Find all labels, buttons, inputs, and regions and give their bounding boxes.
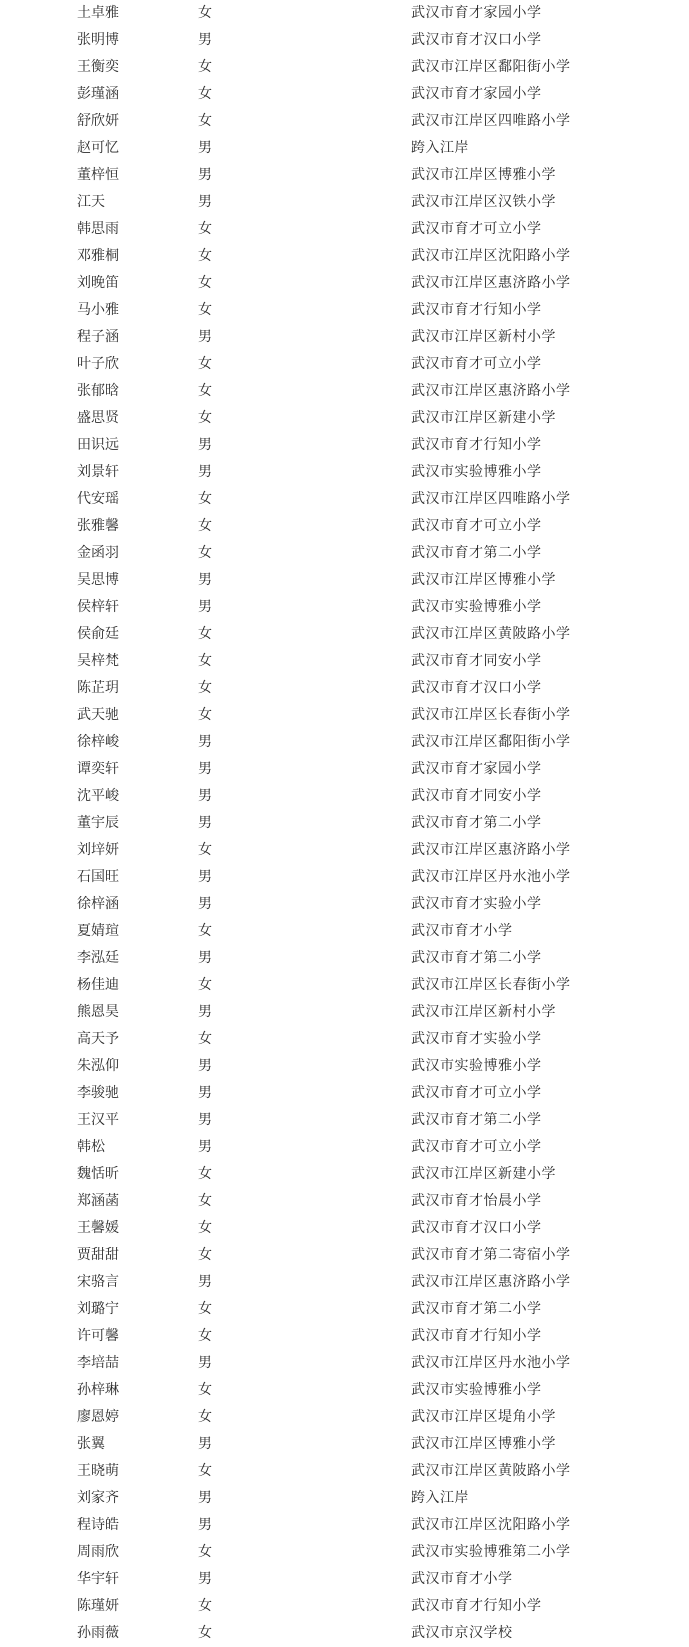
list-row — [0, 1188, 689, 1215]
list-row — [0, 756, 689, 783]
student-school: 武汉市育才第二寄宿小学 — [411, 1247, 571, 1263]
student-name: 刘晚笛 — [77, 275, 119, 291]
list-row — [0, 486, 689, 513]
student-gender: 男 — [198, 140, 212, 156]
student-name: 舒欣妍 — [77, 113, 119, 129]
student-school: 武汉市江岸区汉铁小学 — [411, 194, 556, 210]
list-row — [0, 891, 689, 918]
list-row — [0, 216, 689, 243]
student-name: 吴梓梵 — [77, 653, 119, 669]
student-gender: 女 — [198, 1247, 212, 1263]
list-row — [0, 918, 689, 945]
student-name: 田识远 — [77, 437, 119, 453]
student-school: 武汉市京汉学校 — [411, 1625, 513, 1641]
student-school: 武汉市育才可立小学 — [411, 221, 542, 237]
student-school: 武汉市育才家园小学 — [411, 761, 542, 777]
student-gender: 男 — [198, 1058, 212, 1074]
student-gender: 男 — [198, 1139, 212, 1155]
student-school: 武汉市育才行知小学 — [411, 302, 542, 318]
list-row — [0, 162, 689, 189]
list-row — [0, 675, 689, 702]
student-name: 陈芷玥 — [77, 680, 119, 696]
list-row — [0, 1539, 689, 1566]
student-school: 武汉市育才可立小学 — [411, 1085, 542, 1101]
student-gender: 女 — [198, 518, 212, 534]
student-gender: 女 — [198, 491, 212, 507]
student-name: 孙雨薇 — [77, 1625, 119, 1641]
student-gender: 男 — [198, 1517, 212, 1533]
student-name: 徐梓涵 — [77, 896, 119, 912]
list-row — [0, 1620, 689, 1647]
student-gender: 男 — [198, 572, 212, 588]
student-school: 武汉市江岸区黄陂路小学 — [411, 1463, 571, 1479]
student-school: 武汉市育才第二小学 — [411, 1112, 542, 1128]
student-gender: 女 — [198, 86, 212, 102]
list-row — [0, 1053, 689, 1080]
student-gender: 男 — [198, 1571, 212, 1587]
list-row — [0, 297, 689, 324]
student-school: 武汉市江岸区新建小学 — [411, 1166, 556, 1182]
student-school: 武汉市育才同安小学 — [411, 653, 542, 669]
student-school: 武汉市江岸区丹水池小学 — [411, 869, 571, 885]
list-row — [0, 378, 689, 405]
list-row — [0, 270, 689, 297]
student-school: 武汉市育才第二小学 — [411, 545, 542, 561]
list-row — [0, 243, 689, 270]
list-row — [0, 1350, 689, 1377]
student-name: 孙梓琳 — [77, 1382, 119, 1398]
student-school: 武汉市育才行知小学 — [411, 437, 542, 453]
student-gender: 男 — [198, 950, 212, 966]
student-name: 郑涵菡 — [77, 1193, 119, 1209]
student-school: 武汉市江岸区惠济路小学 — [411, 842, 571, 858]
student-gender: 男 — [198, 896, 212, 912]
student-school: 武汉市育才行知小学 — [411, 1328, 542, 1344]
student-name: 董梓恒 — [77, 167, 119, 183]
student-name: 武天驰 — [77, 707, 119, 723]
student-gender: 女 — [198, 1328, 212, 1344]
student-school: 武汉市育才小学 — [411, 1571, 513, 1587]
student-name: 刘垶妍 — [77, 842, 119, 858]
student-gender: 女 — [198, 302, 212, 318]
student-gender: 男 — [198, 1274, 212, 1290]
list-row — [0, 783, 689, 810]
student-name: 马小雅 — [77, 302, 119, 318]
student-gender: 女 — [198, 275, 212, 291]
student-gender: 男 — [198, 329, 212, 345]
student-name: 叶子欣 — [77, 356, 119, 372]
student-school: 武汉市育才可立小学 — [411, 518, 542, 534]
student-gender: 女 — [198, 842, 212, 858]
student-name: 程子涵 — [77, 329, 119, 345]
student-name: 彭瑾涵 — [77, 86, 119, 102]
student-school: 武汉市江岸区丹水池小学 — [411, 1355, 571, 1371]
student-name: 张雅馨 — [77, 518, 119, 534]
student-name: 李骏驰 — [77, 1085, 119, 1101]
student-school: 武汉市江岸区新村小学 — [411, 1004, 556, 1020]
student-gender: 女 — [198, 977, 212, 993]
student-gender: 女 — [198, 545, 212, 561]
list-row — [0, 729, 689, 756]
student-school: 武汉市江岸区新村小学 — [411, 329, 556, 345]
student-school: 武汉市育才小学 — [411, 923, 513, 939]
list-row — [0, 351, 689, 378]
student-school: 武汉市江岸区沈阳路小学 — [411, 1517, 571, 1533]
list-row — [0, 1431, 689, 1458]
student-gender: 男 — [198, 464, 212, 480]
list-row — [0, 135, 689, 162]
student-name: 徐梓峻 — [77, 734, 119, 750]
student-school: 武汉市育才怡晨小学 — [411, 1193, 542, 1209]
list-row — [0, 1107, 689, 1134]
list-row — [0, 621, 689, 648]
student-gender: 女 — [198, 383, 212, 399]
list-row — [0, 1593, 689, 1620]
student-gender: 女 — [198, 1382, 212, 1398]
student-school: 武汉市育才汉口小学 — [411, 1220, 542, 1236]
student-school: 武汉市江岸区堤角小学 — [411, 1409, 556, 1425]
student-school: 武汉市实验博雅小学 — [411, 1058, 542, 1074]
student-gender: 女 — [198, 923, 212, 939]
list-row — [0, 999, 689, 1026]
student-gender: 女 — [198, 410, 212, 426]
student-name: 王衡奕 — [77, 59, 119, 75]
student-gender: 女 — [198, 626, 212, 642]
student-gender: 男 — [198, 1355, 212, 1371]
student-school: 武汉市育才家园小学 — [411, 5, 542, 21]
list-row — [0, 810, 689, 837]
student-gender: 男 — [198, 761, 212, 777]
student-name: 许可馨 — [77, 1328, 119, 1344]
student-name: 盛思贤 — [77, 410, 119, 426]
list-row — [0, 1458, 689, 1485]
student-gender: 男 — [198, 194, 212, 210]
student-school: 武汉市江岸区博雅小学 — [411, 1436, 556, 1452]
student-school: 武汉市育才第二小学 — [411, 950, 542, 966]
student-school: 武汉市育才可立小学 — [411, 356, 542, 372]
student-gender: 男 — [198, 815, 212, 831]
student-name: 代安瑶 — [77, 491, 119, 507]
student-school: 武汉市江岸区惠济路小学 — [411, 1274, 571, 1290]
list-row — [0, 972, 689, 999]
list-row — [0, 0, 689, 27]
list-row — [0, 837, 689, 864]
student-school: 武汉市江岸区新建小学 — [411, 410, 556, 426]
student-name: 熊恩昊 — [77, 1004, 119, 1020]
student-school: 武汉市江岸区长春街小学 — [411, 977, 571, 993]
student-name: 李培喆 — [77, 1355, 119, 1371]
student-gender: 女 — [198, 1031, 212, 1047]
student-name: 张郁晗 — [77, 383, 119, 399]
list-row — [0, 594, 689, 621]
list-row — [0, 81, 689, 108]
list-row — [0, 189, 689, 216]
student-gender: 男 — [198, 1085, 212, 1101]
list-row — [0, 1269, 689, 1296]
student-school: 武汉市育才同安小学 — [411, 788, 542, 804]
student-gender: 女 — [198, 1598, 212, 1614]
student-name: 王晓萌 — [77, 1463, 119, 1479]
list-row — [0, 648, 689, 675]
student-name: 金函羽 — [77, 545, 119, 561]
student-name: 宋骆言 — [77, 1274, 119, 1290]
list-row — [0, 1512, 689, 1539]
list-row — [0, 1296, 689, 1323]
student-school: 武汉市育才实验小学 — [411, 896, 542, 912]
student-name: 侯俞廷 — [77, 626, 119, 642]
student-name: 刘璐宁 — [77, 1301, 119, 1317]
student-school: 武汉市江岸区黄陂路小学 — [411, 626, 571, 642]
student-gender: 女 — [198, 113, 212, 129]
list-row — [0, 513, 689, 540]
student-name: 谭奕轩 — [77, 761, 119, 777]
student-gender: 女 — [198, 1463, 212, 1479]
student-school: 武汉市实验博雅小学 — [411, 1382, 542, 1398]
list-row — [0, 459, 689, 486]
list-row — [0, 1215, 689, 1242]
student-name: 侯梓轩 — [77, 599, 119, 615]
student-school: 武汉市育才行知小学 — [411, 1598, 542, 1614]
list-row — [0, 405, 689, 432]
student-name: 吴思博 — [77, 572, 119, 588]
student-gender: 女 — [198, 1166, 212, 1182]
student-school: 跨入江岸 — [411, 140, 469, 156]
student-gender: 男 — [198, 734, 212, 750]
student-gender: 女 — [198, 248, 212, 264]
student-gender: 男 — [198, 1112, 212, 1128]
student-school: 武汉市江岸区沈阳路小学 — [411, 248, 571, 264]
student-name: 江天 — [77, 194, 105, 210]
student-school: 武汉市育才实验小学 — [411, 1031, 542, 1047]
student-gender: 女 — [198, 1301, 212, 1317]
student-gender: 女 — [198, 1193, 212, 1209]
list-row — [0, 432, 689, 459]
student-school: 武汉市实验博雅小学 — [411, 464, 542, 480]
student-name: 高天予 — [77, 1031, 119, 1047]
student-name: 夏婧瑄 — [77, 923, 119, 939]
student-name: 刘景轩 — [77, 464, 119, 480]
student-name: 杨佳迪 — [77, 977, 119, 993]
student-name: 赵可忆 — [77, 140, 119, 156]
list-row — [0, 324, 689, 351]
student-name: 石国旺 — [77, 869, 119, 885]
student-name: 张翼 — [77, 1436, 105, 1452]
student-school: 武汉市江岸区鄱阳街小学 — [411, 59, 571, 75]
list-row — [0, 945, 689, 972]
student-gender: 女 — [198, 653, 212, 669]
student-gender: 男 — [198, 167, 212, 183]
student-school: 武汉市江岸区四唯路小学 — [411, 113, 571, 129]
list-row — [0, 540, 689, 567]
student-name: 朱泓仰 — [77, 1058, 119, 1074]
student-name: 董宇辰 — [77, 815, 119, 831]
student-gender: 女 — [198, 59, 212, 75]
list-row — [0, 1161, 689, 1188]
student-name: 邓雅桐 — [77, 248, 119, 264]
student-gender: 女 — [198, 356, 212, 372]
student-school: 武汉市江岸区鄱阳街小学 — [411, 734, 571, 750]
student-school: 武汉市江岸区四唯路小学 — [411, 491, 571, 507]
student-school: 武汉市育才第二小学 — [411, 815, 542, 831]
student-gender: 男 — [198, 1490, 212, 1506]
student-name: 贾甜甜 — [77, 1247, 119, 1263]
student-school: 武汉市实验博雅第二小学 — [411, 1544, 571, 1560]
student-school: 武汉市育才可立小学 — [411, 1139, 542, 1155]
list-row — [0, 567, 689, 594]
student-school: 武汉市育才汉口小学 — [411, 32, 542, 48]
student-name: 韩松 — [77, 1139, 105, 1155]
student-name: 土卓雅 — [77, 5, 119, 21]
student-gender: 男 — [198, 869, 212, 885]
student-name: 魏恬昕 — [77, 1166, 119, 1182]
list-row — [0, 1134, 689, 1161]
student-name: 沈平峻 — [77, 788, 119, 804]
list-row — [0, 27, 689, 54]
student-name: 刘家齐 — [77, 1490, 119, 1506]
student-school: 武汉市江岸区惠济路小学 — [411, 275, 571, 291]
list-row — [0, 864, 689, 891]
student-name: 王馨媛 — [77, 1220, 119, 1236]
student-name: 陈瑾妍 — [77, 1598, 119, 1614]
student-name: 张明博 — [77, 32, 119, 48]
student-gender: 女 — [198, 5, 212, 21]
student-gender: 男 — [198, 32, 212, 48]
student-gender: 男 — [198, 1436, 212, 1452]
list-row — [0, 1026, 689, 1053]
student-school: 跨入江岸 — [411, 1490, 469, 1506]
student-name: 华宇轩 — [77, 1571, 119, 1587]
student-school: 武汉市育才汉口小学 — [411, 680, 542, 696]
student-gender: 男 — [198, 599, 212, 615]
list-row — [0, 702, 689, 729]
list-row — [0, 108, 689, 135]
student-school: 武汉市江岸区惠济路小学 — [411, 383, 571, 399]
student-name: 王汉平 — [77, 1112, 119, 1128]
student-name: 李泓廷 — [77, 950, 119, 966]
student-school: 武汉市育才第二小学 — [411, 1301, 542, 1317]
student-gender: 男 — [198, 788, 212, 804]
student-school: 武汉市江岸区博雅小学 — [411, 572, 556, 588]
list-row — [0, 1566, 689, 1593]
student-school: 武汉市育才家园小学 — [411, 86, 542, 102]
list-row — [0, 1404, 689, 1431]
list-row — [0, 1242, 689, 1269]
student-gender: 女 — [198, 221, 212, 237]
student-school: 武汉市实验博雅小学 — [411, 599, 542, 615]
student-name: 周雨欣 — [77, 1544, 119, 1560]
list-row — [0, 1323, 689, 1350]
list-row — [0, 1485, 689, 1512]
student-gender: 女 — [198, 680, 212, 696]
student-gender: 女 — [198, 1220, 212, 1236]
student-name: 韩思雨 — [77, 221, 119, 237]
list-row — [0, 54, 689, 81]
student-gender: 女 — [198, 1409, 212, 1425]
student-name: 廖恩婷 — [77, 1409, 119, 1425]
student-school: 武汉市江岸区博雅小学 — [411, 167, 556, 183]
student-gender: 女 — [198, 1625, 212, 1641]
list-row — [0, 1377, 689, 1404]
student-school: 武汉市江岸区长春街小学 — [411, 707, 571, 723]
list-row — [0, 1080, 689, 1107]
student-gender: 男 — [198, 1004, 212, 1020]
student-gender: 女 — [198, 707, 212, 723]
student-gender: 女 — [198, 1544, 212, 1560]
student-name: 程诗皓 — [77, 1517, 119, 1533]
student-gender: 男 — [198, 437, 212, 453]
